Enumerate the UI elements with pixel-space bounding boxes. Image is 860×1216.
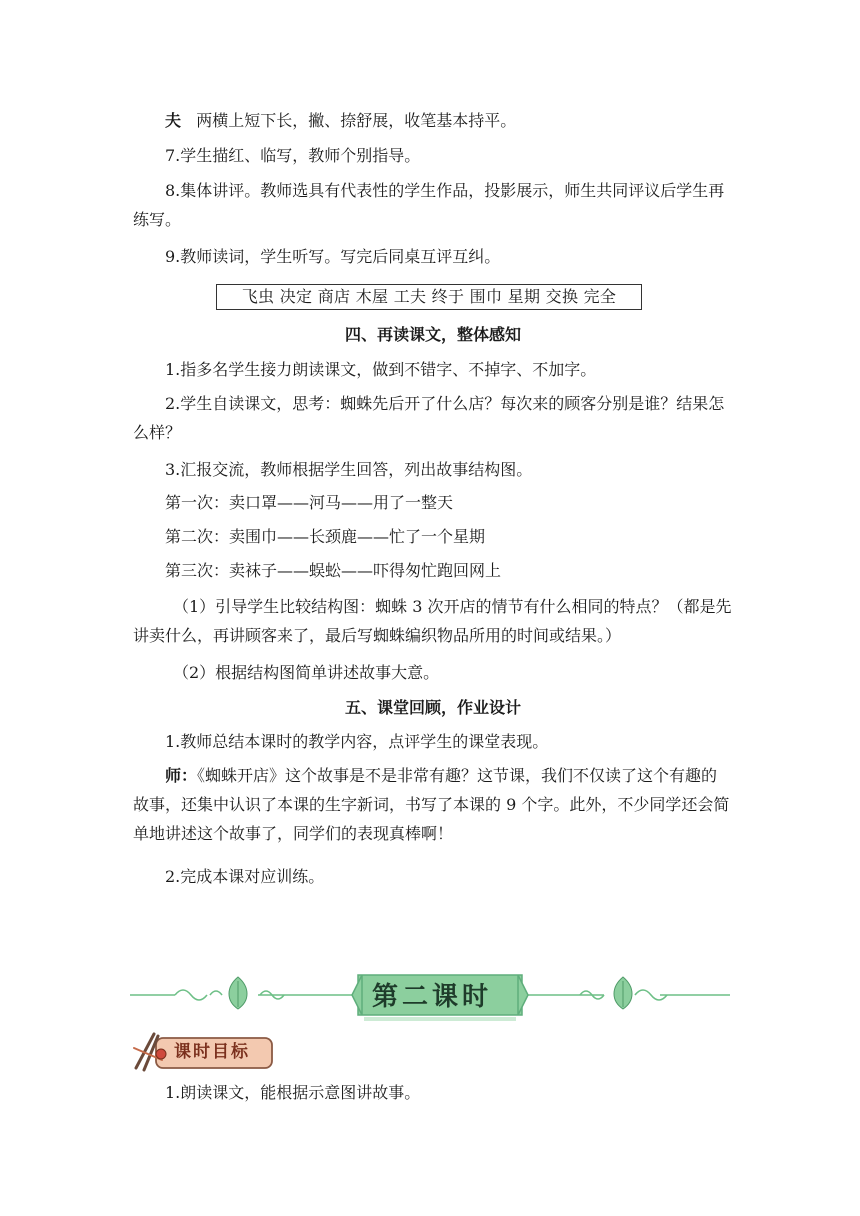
teacher-label: 师： [165, 766, 198, 785]
step-8: 8.集体讲评。教师选具有代表性的学生作品，投影展示，师生共同评议后学生再练写。 [133, 181, 725, 229]
step-7: 7.学生描红、临写，教师个别指导。 [165, 146, 421, 165]
lesson-goal-1: 1.朗读课文，能根据示意图讲故事。 [165, 1083, 421, 1102]
section-5-step-1: 1.教师总结本课时的教学内容，点评学生的课堂表现。 [165, 732, 549, 751]
structure-third: 第三次：卖袜子——蜈蚣——吓得匆忙跑回网上 [165, 561, 502, 580]
stroke-note-fu [133, 106, 733, 136]
teacher-remark [133, 761, 733, 848]
char-fu: 夫 [165, 111, 182, 130]
structure-second: 第二次：卖围巾——长颈鹿——忙了一个星期 [165, 527, 486, 546]
section-4-step-2: 2.学生自读课文，思考：蜘蛛先后开了什么店？每次来的顾客分别是谁？结果怎么样？ [133, 394, 725, 442]
section-4-step-1: 1.指多名学生接力朗读课文，做到不错字、不掉字、不加字。 [165, 360, 597, 379]
lesson-goal-label: 课时目标 [174, 1042, 250, 1062]
section-5-title: 五、课堂回顾，作业设计 [344, 698, 521, 717]
section-4-point-1: （1）引导学生比较结构图：蜘蛛 3 次开店的情节有什么相同的特点？（都是先讲卖什么，再讲顾客来了，最后写蜘蛛编织物品所用的时间或结果。） [133, 597, 732, 645]
lesson-banner-title: 第二课时 [371, 982, 492, 1012]
section-4-point-2: （2）根据结构图简单讲述故事大意。 [173, 663, 440, 682]
structure-first: 第一次：卖口罩——河马——用了一整天 [165, 493, 454, 512]
section-5-step-2: 2.完成本课对应训练。 [165, 867, 325, 886]
stroke-note-text: 两横上短下长，撇、捺舒展，收笔基本持平。 [196, 111, 517, 130]
teacher-remark-text: 《蜘蛛开店》这个故事是不是非常有趣？这节课，我们不仅读了这个有趣的故事，还集中认识了本课的生字新词，书写了本课的 9 个字。此外，不少同学还会简单地讲述这个故事了，同学们的表现真棒啊！ [133, 766, 730, 843]
section-4-title: 四、再读课文，整体感知 [344, 325, 521, 344]
step-9: 9.教师读词，学生听写。写完后同桌互评互纠。 [165, 247, 501, 266]
dictation-word-box: 飞虫 决定 商店 木屋 工夫 终于 围巾 星期 交换 完全 [216, 284, 642, 310]
section-4-step-3: 3.汇报交流，教师根据学生回答，列出故事结构图。 [165, 460, 533, 479]
